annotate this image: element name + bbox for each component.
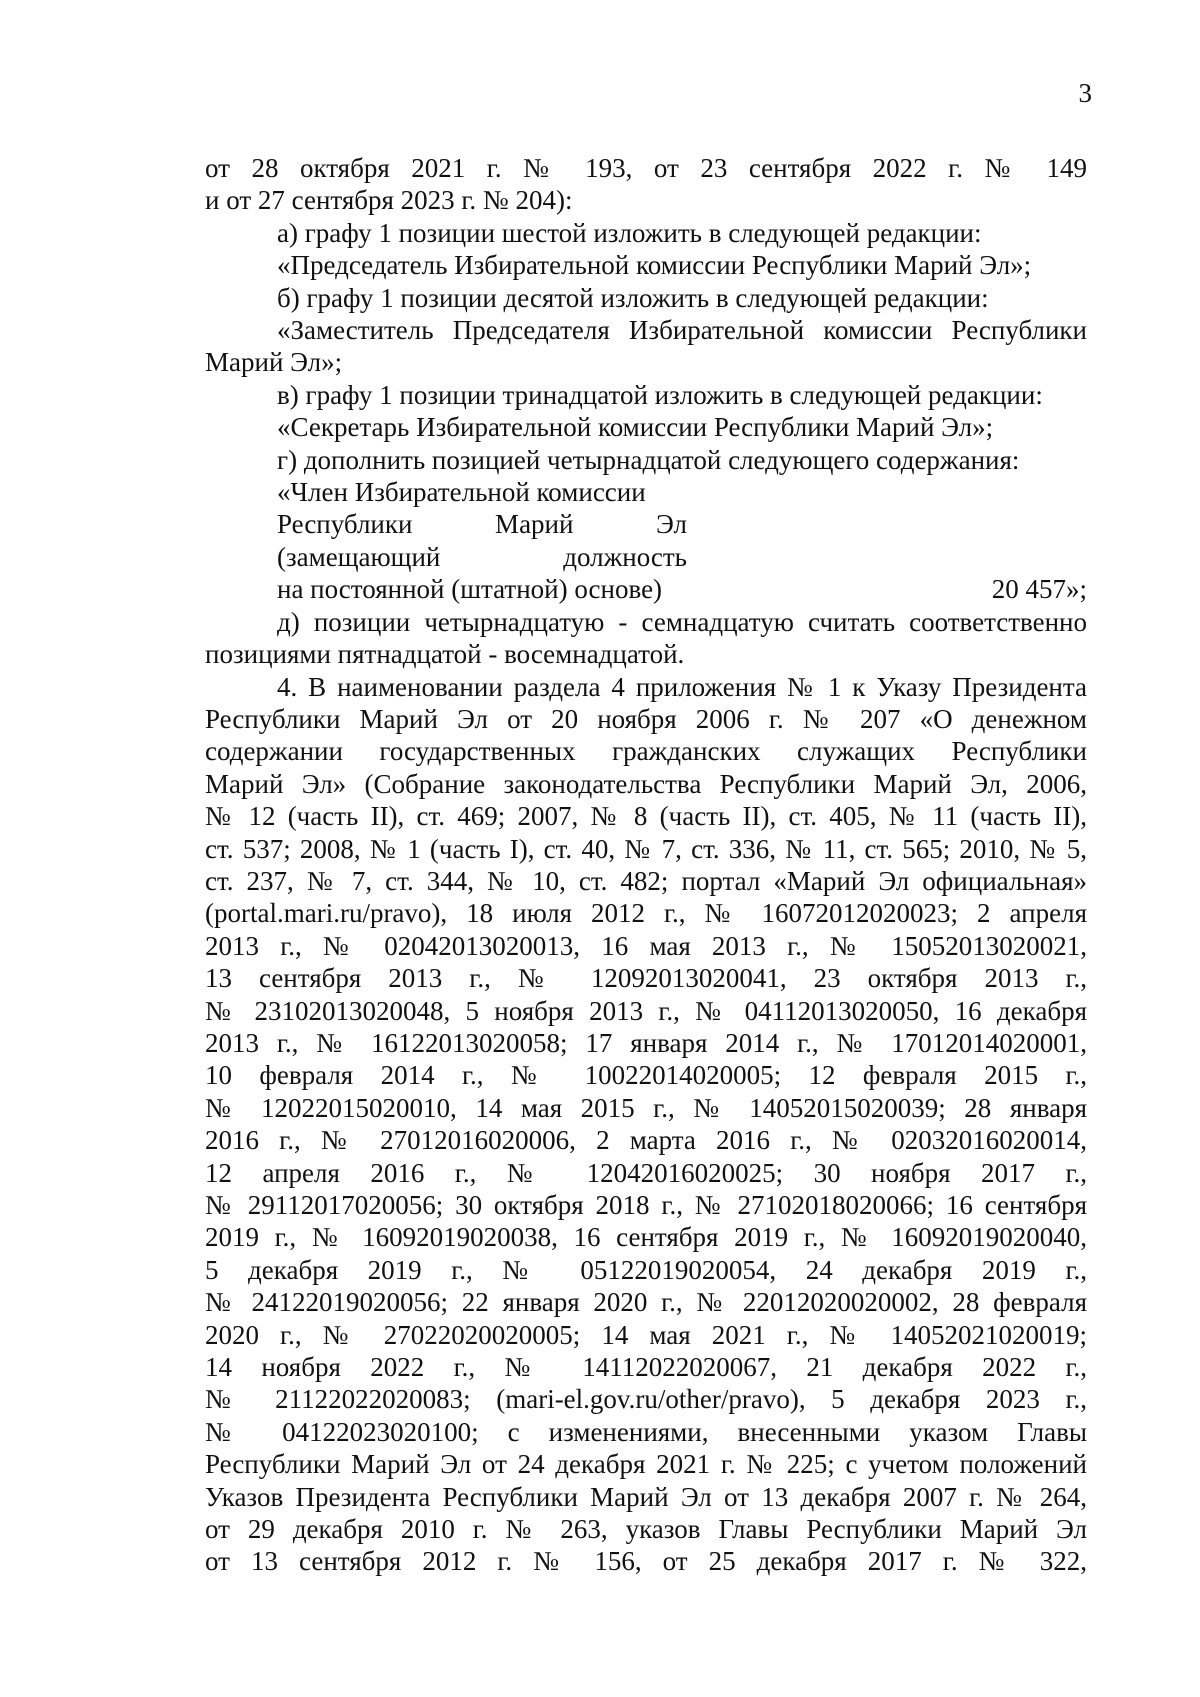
text-line: от 29 декабря 2010 г. № 263, указов Главы Республики Марий Эл [205,1514,1087,1545]
page-number: 3 [1078,78,1092,108]
text-line: «Член Избирательной комиссии [277,477,646,508]
text-line: от 28 октября 2021 г. № 193, от 23 сентября 2022 г. № 149 [205,153,1087,183]
text-line: и от 27 сентября 2023 г. № 204): [205,185,573,216]
text-line: «Председатель Избирательной комиссии Республики Марий Эл»; [277,250,1032,281]
text-line: 2016 г., № 27012016020006, 2 марта 2016 г., № 02032016020014, [205,1125,1087,1156]
document-body [205,152,1087,1578]
amendment-item-b [205,282,1087,379]
text-line: 14 ноября 2022 г., № 14112022020067, 21 декабря 2022 г., [205,1352,1087,1383]
salary-value: 20 457»; [991,574,1087,605]
text-line: д) позиции четырнадцатую - семнадцатую считать соответственно [277,606,1087,637]
text-line: от 13 сентября 2012 г. № 156, от 25 декабря 2017 г. № 322, [205,1546,1087,1577]
text-line: (замещающий должность [277,541,687,572]
text-line: 2020 г., № 27022020020005; 14 мая 2021 г., № 14052021020019; [205,1319,1087,1350]
text-line: 2013 г., № 02042013020013, 16 мая 2013 г., № 15052013020021, [205,930,1087,961]
text-line: а) графу 1 позиции шестой изложить в следующей редакции: [277,217,982,248]
text-line: Республики Марий Эл от 20 ноября 2006 г. № 207 «О денежном [205,703,1087,734]
text-line: позициями пятнадцатой - восемнадцатой. [205,639,685,670]
text-line: 5 декабря 2019 г., № 05122019020054, 24 декабря 2019 г., [205,1254,1087,1285]
amendment-item-a [205,217,1087,282]
text-line: 12 апреля 2016 г., № 12042016020025; 30 ноября 2017 г., [205,1157,1087,1188]
text-line: на постоянной (штатной) основе) [277,574,663,605]
text-line: ст. 237, № 7, ст. 344, № 10, ст. 482; портал «Марий Эл официальная» [205,865,1087,896]
text-line: № 12022015020010, 14 мая 2015 г., № 14052015020039; 28 января [205,1092,1087,1123]
inserted-position-block [277,476,1087,606]
text-line: «Секретарь Избирательной комиссии Республики Марий Эл»; [277,412,994,443]
text-line: содержании государственных гражданских служащих Республики [205,736,1087,767]
text-line: Марий Эл»; [205,347,343,378]
text-line: Марий Эл» (Собрание законодательства Республики Марий Эл, 2006, [205,768,1087,799]
inserted-position-label [277,476,687,573]
text-line: 2013 г., № 16122013020058; 17 января 2014 г., № 17012014020001, [205,1027,1087,1058]
text-line: 10 февраля 2014 г., № 10022014020005; 12 февраля 2015 г., [205,1060,1087,1091]
amendment-item-d [205,606,1087,671]
text-line: № 04122023020100; с изменениями, внесенными указом Главы [205,1416,1087,1447]
text-line: (portal.mari.ru/pravo), 18 июля 2012 г., № 16072012020023; 2 апреля [205,898,1087,929]
text-line: Республики Марий Эл [277,509,687,540]
amendment-item-g [205,444,1087,606]
text-line: № 24122019020056; 22 января 2020 г., № 22012020020002, 28 февраля [205,1287,1087,1318]
inserted-position-row [277,573,1087,605]
text-line: № 29112017020056; 30 октября 2018 г., № 27102018020066; 16 сентября [205,1190,1087,1220]
text-line: № 23102013020048, 5 ноября 2013 г., № 04112013020050, 16 декабря [205,995,1087,1026]
text-line: 13 сентября 2013 г., № 12092013020041, 23 октября 2013 г., [205,963,1087,994]
text-line: ст. 537; 2008, № 1 (часть I), ст. 40, № 7, ст. 336, № 11, ст. 565; 2010, № 5, [205,833,1087,864]
text-line: № 21122022020083; (mari-el.gov.ru/other/pravo), 5 декабря 2023 г., [205,1384,1087,1415]
paragraph-continuation [205,152,1087,217]
text-line: 2019 г., № 16092019020038, 16 сентября 2019 г., № 16092019020040, [205,1222,1087,1253]
text-line: в) графу 1 позиции тринадцатой изложить в следующей редакции: [277,379,1043,410]
amendment-item-v [205,379,1087,444]
text-line: № 12 (часть II), ст. 469; 2007, № 8 (часть II), ст. 405, № 11 (часть II), [205,801,1087,832]
text-line: г) дополнить позицией четырнадцатой следующего содержания: [277,444,1020,475]
text-line: Республики Марий Эл от 24 декабря 2021 г. № 225; с учетом положений [205,1449,1087,1480]
text-line: 4. В наименовании раздела 4 приложения № 1 к Указу Президента [277,671,1087,702]
text-line: б) графу 1 позиции десятой изложить в следующей редакции: [277,282,989,313]
section-4-paragraph [205,671,1087,1578]
text-line: Указов Президента Республики Марий Эл от 13 декабря 2007 г. № 264, [205,1481,1087,1512]
text-line: «Заместитель Председателя Избирательной комиссии Республики [277,315,1087,346]
